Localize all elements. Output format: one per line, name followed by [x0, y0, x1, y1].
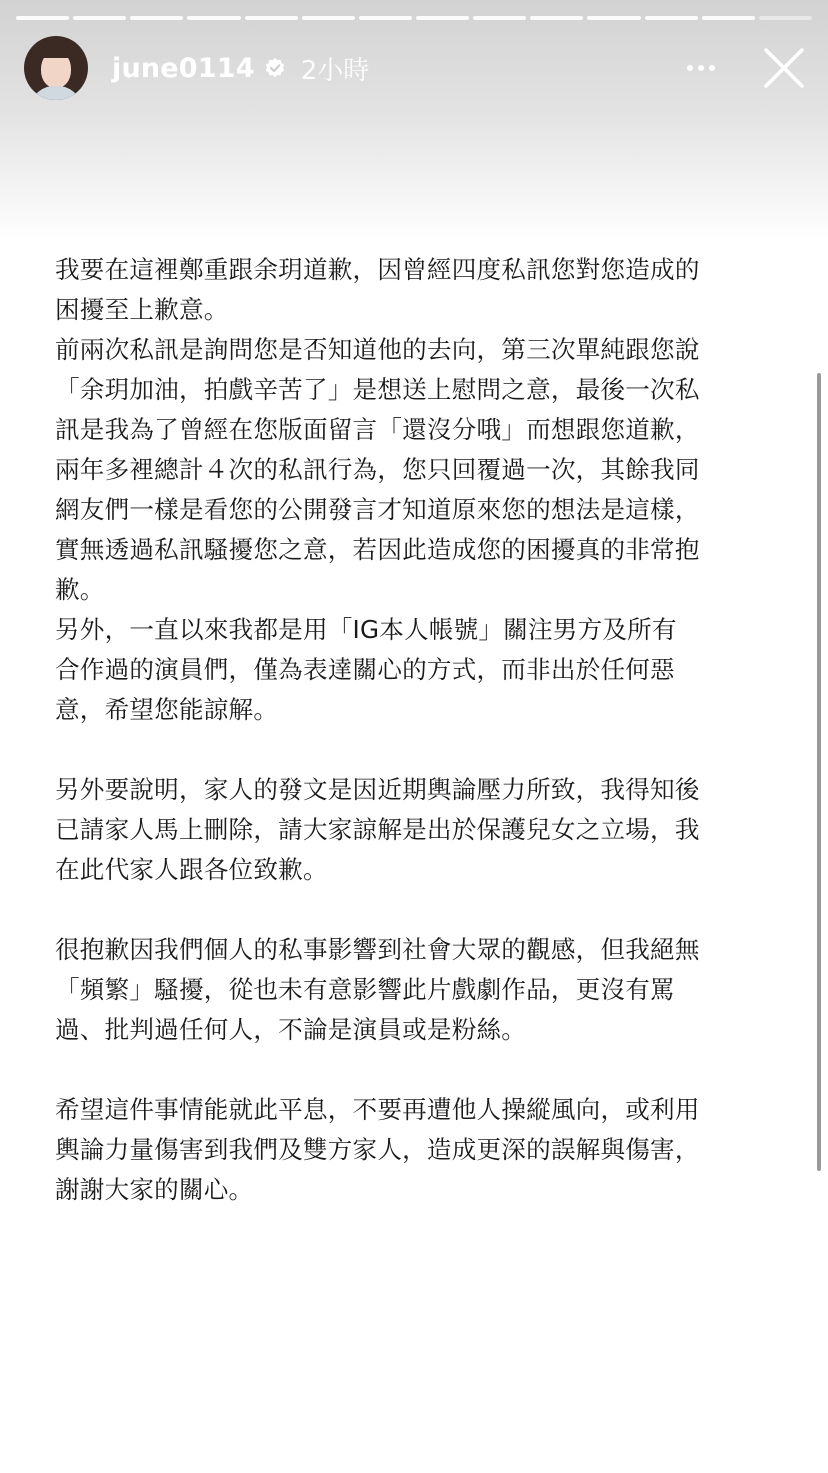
statement-text — [55, 250, 795, 1210]
avatar[interactable] — [24, 36, 88, 100]
close-button[interactable] — [760, 44, 808, 92]
more-options-button[interactable] — [679, 46, 723, 90]
progress-segment — [759, 16, 812, 20]
progress-segment — [359, 16, 412, 20]
post-time: 2小時 — [300, 55, 370, 86]
story-progress-bar — [16, 16, 812, 20]
progress-segment — [416, 16, 469, 20]
paragraph-apology: 我要在這裡鄭重跟余玥道歉，因曾經四度私訊您對您造成的 困擾至上歉意。 前兩次私訊是詢問您是否知道他的去向，第三次單純跟您說 「余玥加油，拍戲辛苦了」是想送上慰問之意，最後一次私 訊是我為了曾經在您版面留言「還沒分哦」而想跟您道歉， 兩年多裡總計４次的私訊行為，您只回覆過一次，其餘我同 網友們一樣是看您的公開發言才知道原來您的想法是這樣， 實無透過私訊騷擾您之意，若因此造成您的困擾真的非常抱 歉。 另外，一直以來我都是用「IG本人帳號」關注男方及所有 合作過的演員們，僅為表達關心的方式，而非出於任何惡 意，希望您能諒解。 — [55, 255, 700, 724]
progress-segment — [245, 16, 298, 20]
more-horizontal-icon — [687, 65, 693, 71]
verified-badge-icon — [264, 57, 286, 79]
progress-segment — [702, 16, 755, 20]
progress-segment — [587, 16, 640, 20]
progress-segment — [473, 16, 526, 20]
progress-segment — [530, 16, 583, 20]
progress-segment — [302, 16, 355, 20]
paragraph-family: 另外要說明，家人的發文是因近期輿論壓力所致，我得知後 已請家人馬上刪除，請大家諒解是出於保護兒女之立場，我 在此代家人跟各位致歉。 — [55, 775, 700, 884]
progress-segment — [645, 16, 698, 20]
progress-segment — [73, 16, 126, 20]
paragraph-closing: 希望這件事情能就此平息，不要再遭他人操縱風向，或利用 輿論力量傷害到我們及雙方家人，造成更深的誤解與傷害， 謝謝大家的關心。 — [55, 1095, 700, 1204]
paragraph-public: 很抱歉因我們個人的私事影響到社會大眾的觀感，但我絕無 「頻繁」騷擾，從也未有意影響此片戲劇作品，更沒有罵 過、批判過任何人，不論是演員或是粉絲。 — [55, 935, 700, 1044]
story-header — [24, 36, 812, 100]
progress-segment — [130, 16, 183, 20]
username-link[interactable]: june0114 — [112, 52, 255, 84]
scrollbar[interactable] — [817, 373, 821, 1171]
progress-segment — [187, 16, 240, 20]
progress-segment — [16, 16, 69, 20]
close-icon — [760, 44, 808, 92]
